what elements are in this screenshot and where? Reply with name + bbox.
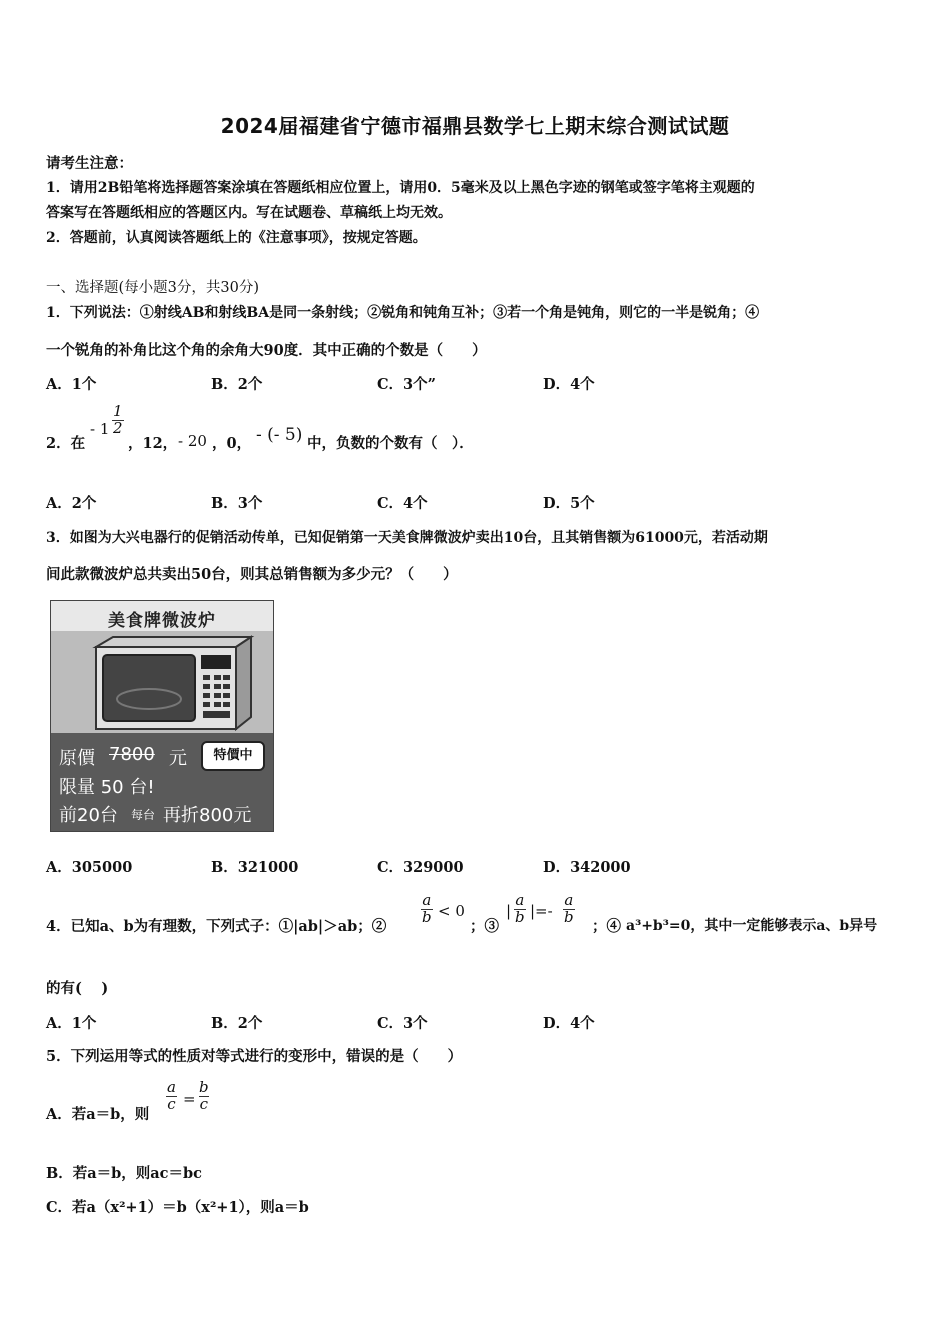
q3-option-b: B．321000	[211, 859, 299, 876]
q1-option-d: D．4个	[543, 376, 595, 393]
poster-original-price-label: 原價	[59, 748, 95, 769]
q4-fraction-2	[419, 893, 435, 926]
notice-line-2: 2．答题前，认真阅读答题纸上的《注意事项》，按规定答题。	[46, 230, 427, 246]
poster-sale-badge: 特價中	[201, 741, 265, 771]
notice-heading: 请考生注意：	[46, 155, 133, 172]
question-2-prefix: 2．在	[46, 435, 86, 452]
question-1-line-2: 一个锐角的补角比这个角的余角大90度．其中正确的个数是（ ）	[46, 342, 487, 359]
q4-abs-open: |	[506, 902, 512, 920]
q2-neg-20: - 20	[178, 432, 207, 450]
q2-mixed-fraction	[110, 404, 126, 437]
poster-price-unit: 元	[169, 748, 187, 769]
question-3-line-1: 3．如图为大兴电器行的促销活动传单，已知促销第一天美食牌微波炉卖出10台，且其销售额为61000元，若活动期	[46, 530, 768, 546]
q5-option-a-frac-2	[196, 1080, 212, 1113]
section-heading: 一、选择题(每小题3分，共30分)	[46, 280, 259, 296]
q2-mixed-number-whole: - 1	[90, 420, 110, 438]
q4-sep-2: ；④	[592, 918, 621, 935]
q4-f3a-num: a	[515, 891, 525, 909]
question-1-line-1: 1．下列说法：①射线AB和射线BA是同一条射线；②锐角和钝角互补；③若一个角是钝角，则它的一半是锐角；④	[46, 305, 760, 321]
q4-f3b-num: a	[564, 891, 574, 909]
notice-line-1b: 答案写在答题纸相应的答题区内。写在试题卷、草稿纸上均无效。	[46, 205, 452, 221]
q4-fraction-3b	[561, 893, 577, 926]
q4-option-d: D．4个	[543, 1015, 595, 1032]
q2-neg-neg-5: - (- 5)	[256, 425, 303, 445]
q3-option-c: C．329000	[377, 859, 464, 876]
q4-less-than-zero: < 0	[438, 902, 465, 920]
notice-line-1a: 1．请用2B铅笔将选择题答案涂填在答题纸相应位置上，请用0．5毫米及以上黑色字迹的钢笔或签字笔将主观题的	[46, 180, 755, 196]
q2-suffix: 中，负数的个数有（ ）．	[307, 435, 474, 452]
q4-sep: ；③	[470, 918, 499, 935]
question-5-line-1: 5．下列运用等式的性质对等式进行的变形中，错误的是（ ）	[46, 1048, 463, 1065]
question-4-prefix: 4．已知a、b为有理数，下列式子：①|ab|＞ab；②	[46, 918, 387, 935]
q4-tail: a³+b³=0，其中一定能够表示a、b异号	[626, 918, 878, 934]
q2-option-c: C．4个	[377, 495, 428, 512]
q5-option-c: C．若a（x²+1）＝b（x²+1），则a＝b	[46, 1199, 309, 1216]
question-4-line-2: 的有( )	[46, 980, 109, 997]
q1-option-a: A．1个	[46, 376, 97, 393]
q2-frac-num: 1	[113, 402, 123, 420]
poster-discount: 再折800元	[163, 805, 252, 826]
q5-a-n2: b	[199, 1078, 209, 1096]
q1-option-b: B．2个	[211, 376, 263, 393]
q4-abs-close: |=-	[530, 902, 553, 920]
q4-f3b-den: b	[564, 907, 574, 926]
q4-f3a-den: b	[515, 907, 525, 926]
q5-option-a-prefix: A．若a＝b，则	[46, 1106, 150, 1123]
q4-fraction-3a	[512, 893, 528, 926]
microwave-promo-poster	[50, 600, 274, 832]
q3-option-d: D．342000	[543, 859, 631, 876]
poster-limit: 限量 50 台!	[59, 777, 155, 798]
q2-option-d: D．5个	[543, 495, 595, 512]
poster-each: 每台	[131, 808, 156, 822]
q2-option-a: A．2个	[46, 495, 97, 512]
q5-option-a-eq: =	[183, 1090, 196, 1108]
q4-option-a: A．1个	[46, 1015, 97, 1032]
q5-option-a-frac-1	[164, 1080, 179, 1113]
poster-original-price: 7800	[109, 744, 155, 765]
poster-title: 美食牌微波炉	[108, 611, 216, 631]
q1-option-c: C．3个”	[377, 376, 436, 393]
q4-f2-den: b	[422, 907, 432, 926]
q4-f2-num: a	[422, 891, 432, 909]
q5-a-d1: c	[167, 1094, 176, 1113]
q5-a-d2: c	[199, 1094, 208, 1113]
q2-option-b: B．3个	[211, 495, 263, 512]
question-3-line-2: 间此款微波炉总共卖出50台，则其总销售额为多少元？（ ）	[46, 566, 458, 583]
poster-first-20: 前20台	[59, 805, 118, 826]
q5-option-b: B．若a＝b，则ac＝bc	[46, 1165, 202, 1182]
q2-mid: ，12，	[128, 435, 178, 452]
q5-a-n1: a	[167, 1078, 176, 1096]
q2-sep: ，0，	[212, 435, 252, 452]
q4-option-c: C．3个	[377, 1015, 428, 1032]
page-title: 2024届福建省宁德市福鼎县数学七上期末综合测试试题	[220, 114, 730, 138]
q2-frac-den: 2	[113, 418, 123, 437]
q4-option-b: B．2个	[211, 1015, 263, 1032]
q3-option-a: A．305000	[46, 859, 133, 876]
